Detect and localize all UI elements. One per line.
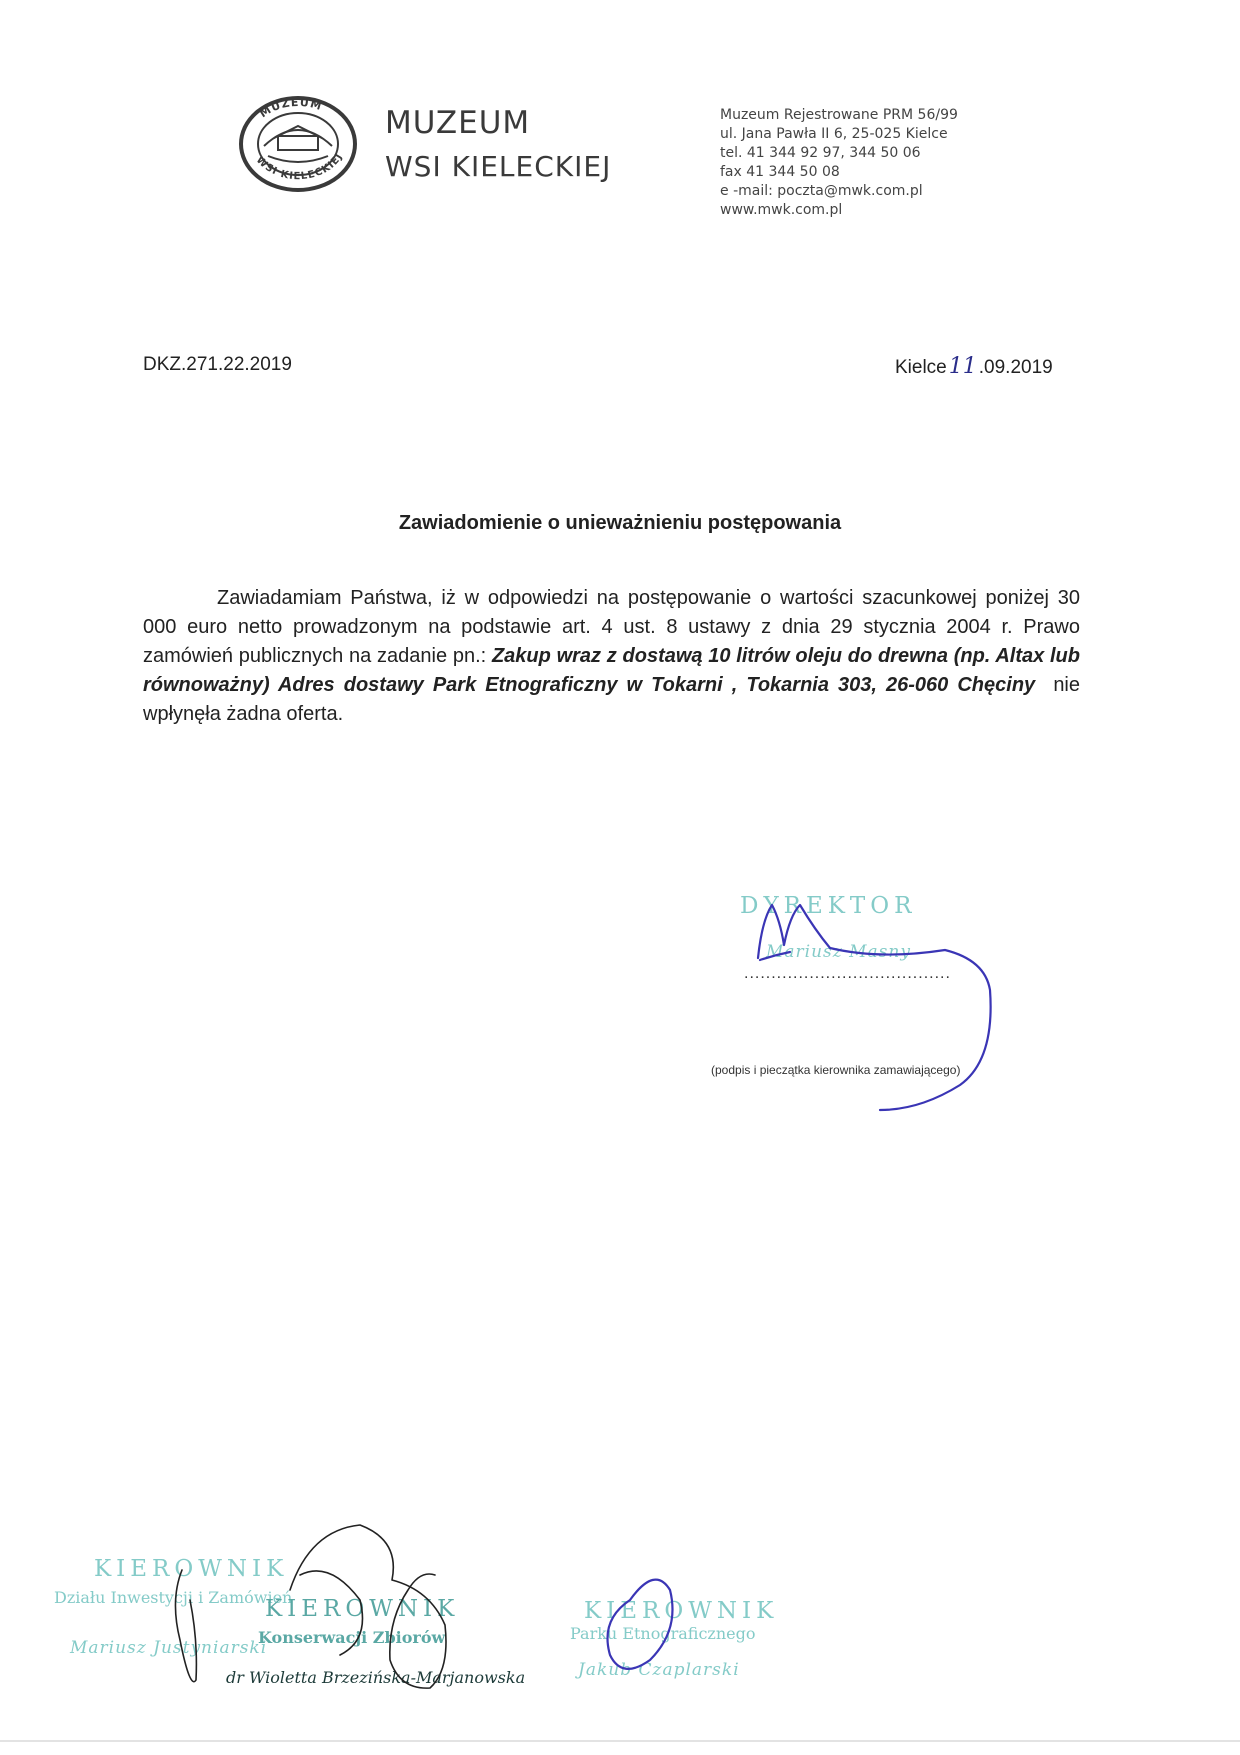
museum-name-line1: MUZEUM <box>385 105 531 141</box>
director-signature <box>758 905 991 1110</box>
stamp-1-title: KIEROWNIK <box>94 1556 289 1582</box>
stamp-1-name: Mariusz Justyniarski <box>70 1638 268 1658</box>
website-line: www.mwk.com.pl <box>720 202 843 218</box>
stamp-3-name: Jakub Czaplarski <box>578 1660 740 1680</box>
email-line: e -mail: poczta@mwk.com.pl <box>720 183 923 199</box>
phone-line: tel. 41 344 92 97, 344 50 06 <box>720 145 921 161</box>
reference-number: DKZ.271.22.2019 <box>143 354 292 375</box>
body-paragraph <box>143 584 1080 729</box>
stamp-2-name: dr Wioletta Brzezińska-Marjanowska <box>226 1668 526 1687</box>
stamp-3-title: KIEROWNIK <box>584 1598 779 1624</box>
director-stamp-title: DYREKTOR <box>740 893 917 919</box>
handwritten-day: 11 <box>948 354 977 379</box>
contract-subject: Zakup wraz z dostawą 10 litrów oleju do drewna (np. Altax lub równoważny) Adres dostawy Park Etnograficzny w Tokarni , Tokarnia 303, 26-060 Chęciny <box>143 645 1080 696</box>
svg-text:MUZEUM: MUZEUM <box>257 95 324 121</box>
director-stamp-name: Mariusz Masny <box>766 942 911 962</box>
body-intro: Zawiadamiam Państwa, iż w odpowiedzi na postępowanie o wartości szacunkowej poniżej 30 000 euro netto prowadzonym na podstawie art. 4 ust. 8 ustawy z dnia 29 stycznia 2004 r. Prawo zamówień publicznych na zadanie pn.: <box>143 587 1080 667</box>
address-line: ul. Jana Pawła II 6, 25-025 Kielce <box>720 126 948 142</box>
svg-text:WSI KIELECKIEJ: WSI KIELECKIEJ <box>253 151 346 183</box>
fax-line: fax 41 344 50 08 <box>720 164 840 180</box>
signature-1 <box>175 1570 196 1682</box>
museum-logo <box>238 94 358 194</box>
stamp-1-unit: Działu Inwestycji i Zamówień <box>54 1588 293 1607</box>
signature-line: ...................................... <box>744 965 951 982</box>
place: Kielce <box>895 357 947 378</box>
document-title: Zawiadomienie o unieważnieniu postępowania <box>398 512 842 534</box>
signature-caption: (podpis i pieczątka kierownika zamawiającego) <box>711 1063 961 1077</box>
stamp-2-title: KIEROWNIK <box>265 1596 460 1622</box>
date-rest: .09.2019 <box>978 357 1053 378</box>
page-edge-line <box>0 1740 1240 1742</box>
stamp-3-unit: Parku Etnograficznego <box>570 1624 756 1643</box>
museum-name-line2: WSI KIELECKIEJ <box>385 150 612 183</box>
stamp-2-unit: Konserwacji Zbiorów <box>258 1628 446 1647</box>
registry-line: Muzeum Rejestrowane PRM 56/99 <box>720 107 958 123</box>
place-date <box>895 354 1053 379</box>
contact-block <box>720 106 958 220</box>
body-outcome: nie wpłynęła żadna oferta. <box>143 674 1081 725</box>
